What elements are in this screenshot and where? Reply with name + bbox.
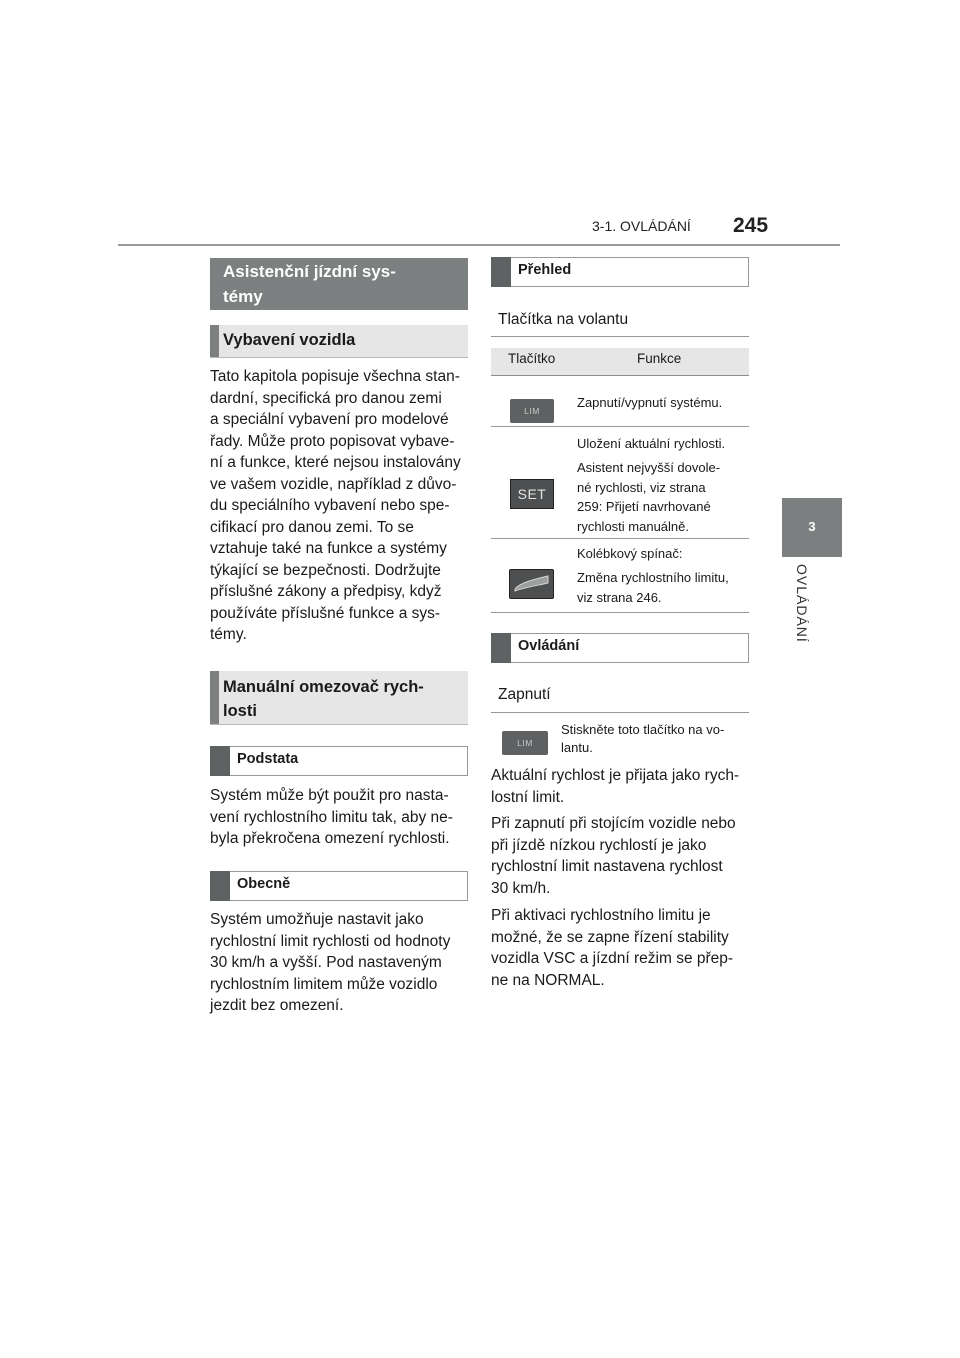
lim-button-icon xyxy=(502,731,548,755)
subheading-zapnuti: Zapnutí xyxy=(498,686,551,703)
subheading-obecne xyxy=(210,871,468,901)
text-line: vení rychlostního limitu tak, aby ne- xyxy=(210,808,453,826)
subheading-tlacitka: Tlačítka na volantu xyxy=(498,311,629,328)
subheading-bar xyxy=(210,671,219,724)
text-line: Aktuální rychlost je přijata jako rych- xyxy=(491,767,740,784)
text-line: a speciální vybavení pro modelové xyxy=(210,411,449,428)
subheading-omezovac xyxy=(210,671,468,725)
zapnuti-paragraph-1 xyxy=(491,765,753,808)
obecne-paragraph xyxy=(210,909,470,1017)
text-line: při jízdě nízkou rychlostí je jako xyxy=(491,836,707,854)
divider xyxy=(491,336,749,337)
text-line: jezdit bez omezení. xyxy=(210,997,344,1014)
text-line: Systém může být použit pro nasta- xyxy=(210,787,449,804)
page-number: 245 xyxy=(733,214,769,237)
text-line: 30 km/h. xyxy=(491,879,551,897)
text-line: ve vašem vozidle, například z důvo- xyxy=(210,475,457,493)
text-line: příslušné zákony a předpisy, když xyxy=(210,583,442,600)
text-line: Systém umožňuje nastavit jako xyxy=(210,911,424,928)
table-cell-function: Změna rychlostního limitu, viz strana 246. xyxy=(577,570,729,605)
text-line: byla překročena omezení rychlosti. xyxy=(210,830,450,847)
text-line: Při aktivaci rychlostního limitu je xyxy=(491,907,711,924)
text-line: možné, že se zapne řízení stability xyxy=(491,928,729,946)
text-line: rychlostní limit rychlosti od hodnoty xyxy=(210,932,451,950)
text-line: lostní limit. xyxy=(491,788,565,806)
table-row-divider xyxy=(491,426,749,427)
text-line: řady. Může proto popisovat vybave- xyxy=(210,432,455,450)
header-rule xyxy=(118,244,840,246)
section-heading xyxy=(210,258,468,310)
zapnuti-paragraph-2 xyxy=(491,813,753,899)
table-cell-function: Kolébkový spínač: xyxy=(577,546,683,561)
text-line: témy. xyxy=(210,626,247,643)
subheading-block xyxy=(210,746,230,776)
rocker-switch-graphic xyxy=(510,570,553,598)
text-line: 30 km/h a vyšší. Pod nastaveným xyxy=(210,954,442,971)
subheading-block xyxy=(210,871,230,901)
section-heading-text: Asistenční jízdní sys- témy xyxy=(223,262,396,306)
subheading-bar xyxy=(210,325,219,357)
table-row-divider xyxy=(491,538,749,539)
subheading-omezovac-text: Manuální omezovač rych- losti xyxy=(223,678,424,720)
zapnuti-paragraph-3 xyxy=(491,905,753,991)
table-cell-function: Asistent nejvyšší dovole- né rychlosti, viz strana 259: Přijetí navrhované rychlosti manuálně. xyxy=(577,460,721,534)
text-line: du speciálního vybavení nebo spe- xyxy=(210,497,450,514)
text-line: rychlostní limit nastavena rychlost xyxy=(491,858,723,875)
chapter-side-label: OVLÁDÁNÍ xyxy=(794,564,810,643)
table-cell-function: Zapnutí/vypnutí systému. xyxy=(577,395,723,410)
chapter-tab-number: 3 xyxy=(808,519,816,534)
subheading-vybaveni xyxy=(210,325,468,358)
step-instruction: Stiskněte toto tlačítko na vo- lantu. xyxy=(561,722,725,755)
set-button-label: SET xyxy=(517,486,547,502)
rocker-switch-icon xyxy=(509,569,554,599)
table-header-function: Funkce xyxy=(637,351,682,366)
text-line: ní a funkce, které nejsou instalovány xyxy=(210,454,461,471)
lim-button-label: LIM xyxy=(524,406,540,416)
table-row-divider xyxy=(491,612,749,613)
text-line: vozidla VSC a jízdní režim se přep- xyxy=(491,950,734,967)
set-button-icon xyxy=(510,479,554,509)
text-line: Při zapnutí při stojícím vozidle nebo xyxy=(491,815,736,832)
divider xyxy=(491,712,749,713)
chapter-title: 3-1. OVLÁDÁNÍ xyxy=(592,218,691,234)
text-line: rychlostním limitem může vozidlo xyxy=(210,975,438,993)
subheading-ovladani-text: Ovládání xyxy=(518,638,580,654)
subheading-obecne-text: Obecně xyxy=(237,876,291,892)
subheading-prehled xyxy=(491,257,749,287)
podstata-paragraph xyxy=(210,785,470,850)
subheading-podstata xyxy=(210,746,468,776)
lim-button-label: LIM xyxy=(517,738,533,748)
subheading-block xyxy=(491,633,511,663)
text-line: dardní, specifická pro danou zemi xyxy=(210,389,442,407)
subheading-ovladani xyxy=(491,633,749,663)
subheading-vybaveni-text: Vybavení vozidla xyxy=(223,331,356,349)
table-cell-function: Uložení aktuální rychlosti. xyxy=(577,436,726,451)
text-line: vztahuje také na funkce a systémy xyxy=(210,540,447,557)
text-line: ne na NORMAL. xyxy=(491,971,605,989)
vybaveni-paragraph xyxy=(210,366,470,646)
subheading-block xyxy=(491,257,511,287)
text-line: týkající se bezpečnosti. Dodržujte xyxy=(210,561,441,579)
text-line: Tato kapitola popisuje všechna stan- xyxy=(210,368,460,385)
subheading-podstata-text: Podstata xyxy=(237,751,299,767)
lim-button-icon xyxy=(510,399,554,423)
text-line: cifikací pro danou zemi. To se xyxy=(210,518,414,536)
table-header-button: Tlačítko xyxy=(508,351,556,366)
subheading-prehled-text: Přehled xyxy=(518,262,572,278)
text-line: používáte příslušné funkce a sys- xyxy=(210,604,441,622)
